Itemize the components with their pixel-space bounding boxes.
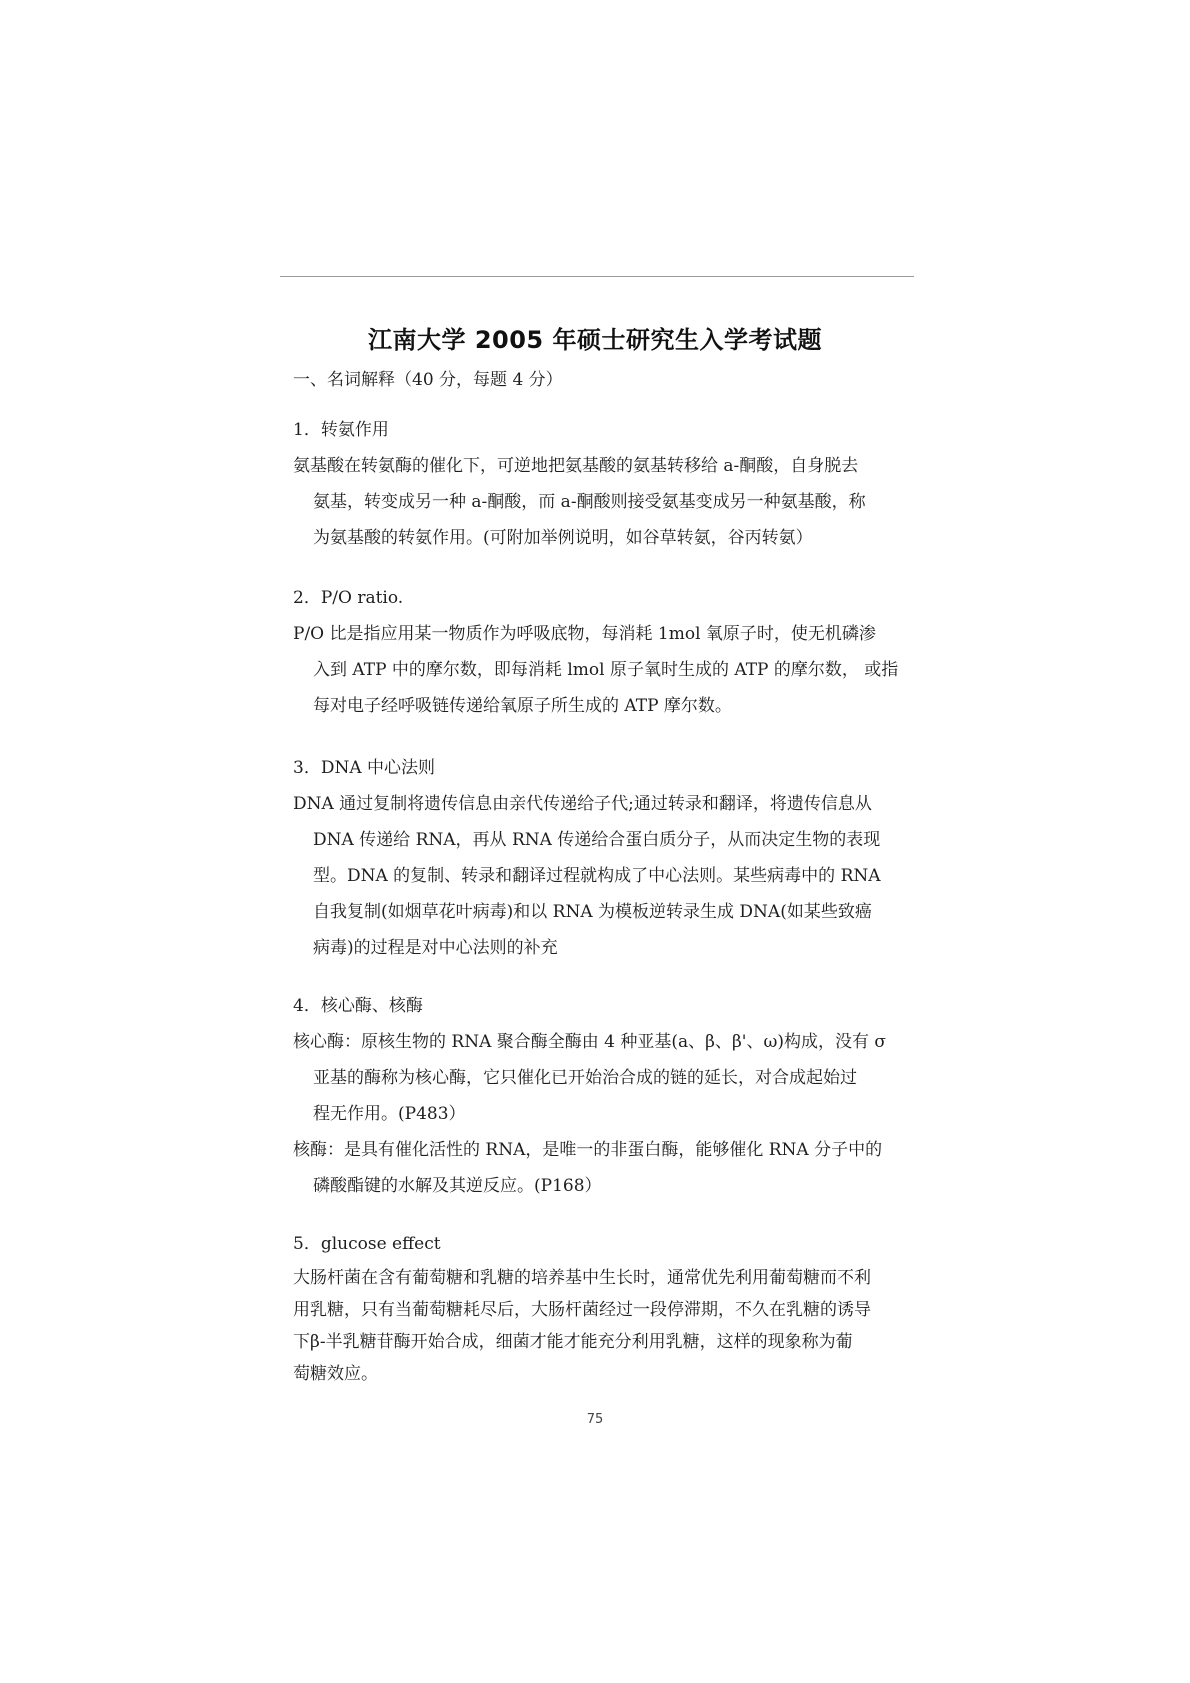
item-heading: 3．DNA 中心法则: [293, 758, 436, 778]
item-1: [293, 412, 915, 556]
definition-line: 入到 ATP 中的摩尔数，即每消耗 lmol 原子氧时生成的 ATP 的摩尔数， 或指: [313, 660, 899, 680]
definition-line: 程无作用。(P483）: [313, 1104, 466, 1124]
page-number: 75: [586, 1412, 604, 1427]
item-4: [293, 988, 915, 1204]
item-heading: 5．glucose effect: [293, 1234, 441, 1254]
definition-line: 氨基，转变成另一种 a-酮酸，而 a-酮酸则接受氨基变成另一种氨基酸，称: [313, 492, 866, 512]
item-heading: 4．核心酶、核酶: [293, 996, 423, 1016]
definition-line: 病毒)的过程是对中心法则的补充: [313, 938, 558, 958]
definition-line: 每对电子经呼吸链传递给氧原子所生成的 ATP 摩尔数。: [313, 696, 732, 716]
page-title: 江南大学 2005 年硕士研究生入学考试题: [367, 326, 822, 354]
definition-line: 核心酶：原核生物的 RNA 聚合酶全酶由 4 种亚基(a、β、β'、ω)构成，没有 σ: [293, 1032, 886, 1052]
item-2: [293, 580, 915, 724]
section-heading: 一、名词解释（40 分，每题 4 分）: [293, 370, 563, 390]
header-rule: [280, 276, 914, 277]
definition-line: 磷酸酯键的水解及其逆反应。(P168）: [313, 1176, 602, 1196]
item-5: [293, 1226, 915, 1390]
item-heading: 1．转氨作用: [293, 420, 389, 440]
definition-line: P/O 比是指应用某一物质作为呼吸底物，每消耗 1mol 氧原子时，使无机磷渗: [293, 624, 876, 644]
definition-line: 下β-半乳糖苷酶开始合成，细菌才能才能充分利用乳糖，这样的现象称为葡: [293, 1332, 853, 1352]
definition-line: DNA 通过复制将遗传信息由亲代传递给子代;通过转录和翻译，将遗传信息从: [293, 794, 872, 814]
definition-line: 亚基的酶称为核心酶，它只催化已开始治合成的链的延长，对合成起始过: [313, 1068, 857, 1088]
definition-line: 为氨基酸的转氨作用。(可附加举例说明，如谷草转氨，谷丙转氨）: [313, 528, 813, 548]
definition-line: 用乳糖，只有当葡萄糖耗尽后，大肠杆菌经过一段停滞期，不久在乳糖的诱导: [293, 1300, 871, 1320]
item-3: [293, 750, 915, 966]
item-heading: 2．P/O ratio.: [293, 588, 404, 608]
definition-line: 萄糖效应。: [293, 1364, 378, 1384]
definition-line: DNA 传递给 RNA，再从 RNA 传递给合蛋白质分子，从而决定生物的表现: [313, 830, 881, 850]
definition-line: 大肠杆菌在含有葡萄糖和乳糖的培养基中生长时，通常优先利用葡萄糖而不利: [293, 1268, 871, 1288]
definition-line: 核酶：是具有催化活性的 RNA，是唯一的非蛋白酶，能够催化 RNA 分子中的: [293, 1140, 883, 1160]
definition-line: 氨基酸在转氨酶的催化下，可逆地把氨基酸的氨基转移给 a-酮酸，自身脱去: [293, 456, 859, 476]
definition-line: 自我复制(如烟草花叶病毒)和以 RNA 为模板逆转录生成 DNA(如某些致癌: [313, 902, 872, 922]
definition-line: 型。DNA 的复制、转录和翻译过程就构成了中心法则。某些病毒中的 RNA: [313, 866, 881, 886]
